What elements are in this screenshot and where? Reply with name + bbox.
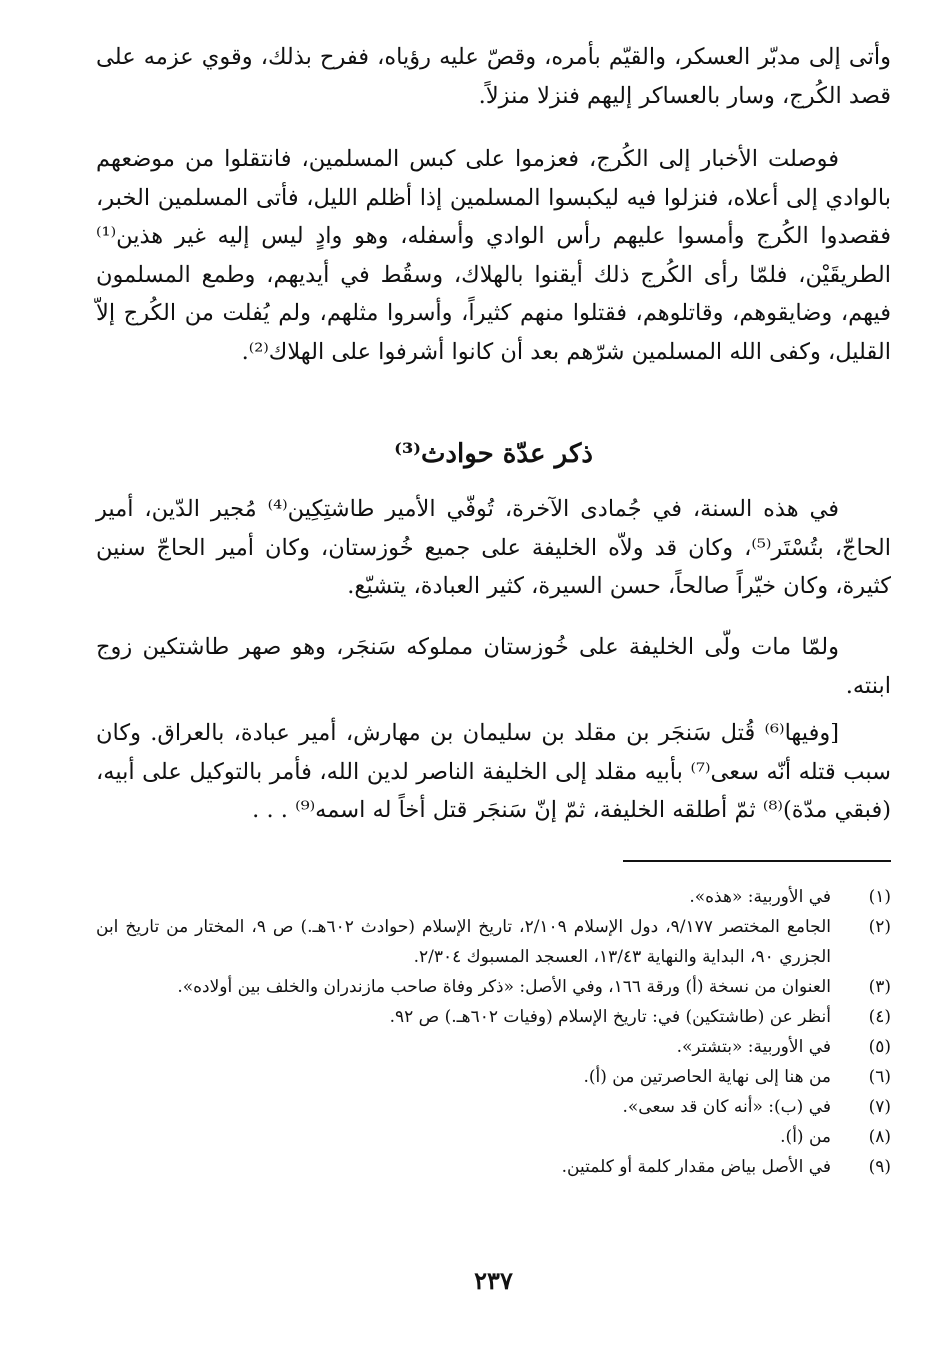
footnote-8 bbox=[96, 1122, 891, 1152]
body-paragraph-1: وأتى إلى مدبّر العسكر، والقيّم بأمره، وقصّ عليه رؤياه، ففرح بذلك، وقوي عزمه على قصد الكُرج، وسار بالعساكر إليهم فنزلا منزلاً. bbox=[96, 44, 891, 109]
body-paragraph-3: في هذه السنة، في جُمادى الآخرة، تُوفّي الأمير طاشتِكِين⁽⁴⁾ مُجير الدّين، أمير الحاجّ، بتُسْتَر⁽⁵⁾، وكان قد ولاّه الخليفة على جميع خُوزستان، وكان أمير الحاجّ سنين كثيرة، وكان خيّراً صالحاً، حسن السيرة، كثير العبادة، يتشيّع. bbox=[96, 496, 891, 599]
footnote-text: في الأوربية: «بتشتر». bbox=[676, 1037, 831, 1057]
footnote-text: في (ب): «أنه كان قد سعى». bbox=[622, 1097, 831, 1117]
footnote-text: أنظر عن (طاشتكين) في: تاريخ الإسلام (وفيات ٦٠٢هـ.) ص ٩٢. bbox=[389, 1007, 831, 1027]
footnote-2 bbox=[96, 912, 891, 972]
footnote-text: في الأصل بياض مقدار كلمة أو كلمتين. bbox=[561, 1157, 831, 1177]
footnote-3 bbox=[96, 972, 891, 1002]
footnote-text: من (أ). bbox=[780, 1127, 831, 1147]
page-number: ٢٣٧ bbox=[474, 1266, 513, 1295]
footnote-1 bbox=[96, 882, 891, 912]
footnote-number: (٨) bbox=[868, 1127, 891, 1147]
footnote-6 bbox=[96, 1062, 891, 1092]
footnote-number: (١) bbox=[868, 887, 891, 907]
footnote-number: (٢) bbox=[868, 917, 891, 937]
book-page bbox=[96, 38, 891, 1338]
footnote-number: (٤) bbox=[868, 1007, 891, 1027]
section-heading: ذكر عدّة حوادث⁽³⁾ bbox=[394, 439, 593, 469]
footnote-text: في الأوربية: «هذه». bbox=[689, 887, 831, 907]
footnote-text: الجامع المختصر ٩/١٧٧، دول الإسلام ٢/١٠٩، تاريخ الإسلام (حوادث ٦٠٢هـ.) ص ٩، المختار من تاريخ ابن الجزري ٩٠، البداية والنهاية ١٣/٤٣، العسجد المسبوك ٢/٣٠٤. bbox=[96, 917, 832, 967]
footnote-number: (٧) bbox=[868, 1097, 891, 1117]
body-paragraph-4: ولمّا مات ولّى الخليفة على خُوزستان مملوكه سَنجَر، وهو صهر طاشتكين زوج ابنته. bbox=[96, 634, 891, 699]
footnote-number: (٩) bbox=[868, 1157, 891, 1177]
footnotes bbox=[96, 882, 891, 1182]
footnote-9 bbox=[96, 1152, 891, 1182]
footnote-number: (٥) bbox=[868, 1037, 891, 1057]
footnote-7 bbox=[96, 1092, 891, 1122]
footnote-text: من هنا إلى نهاية الحاصرتين من (أ). bbox=[583, 1067, 831, 1087]
body-paragraph-5: [وفيها⁽⁶⁾ قُتل سَنجَر بن مقلد بن سليمان بن مهارش، أمير عبادة، بالعراق. وكان سبب قتله أنّه سعى⁽⁷⁾ بأبيه مقلد إلى الخليفة الناصر لدين الله، فأمر بالتوكيل على أبيه، (فبقي مدّة)⁽⁸⁾ ثمّ أطلقه الخليفة، ثمّ إنّ سَنجَر قتل أخاً له اسمه⁽⁹⁾ . . . bbox=[96, 720, 891, 823]
footnote-text: العنوان من نسخة (أ) ورقة ١٦٦، وفي الأصل: «ذكر وفاة صاحب مازندران والخلف بين أولاده». bbox=[177, 977, 831, 997]
footnote-divider bbox=[623, 860, 891, 862]
footnote-5 bbox=[96, 1032, 891, 1062]
footnote-4 bbox=[96, 1002, 891, 1032]
footnote-number: (٣) bbox=[868, 977, 891, 997]
footnote-number: (٦) bbox=[868, 1067, 891, 1087]
body-paragraph-2: فوصلت الأخبار إلى الكُرج، فعزموا على كبس المسلمين، فانتقلوا من موضعهم بالوادي إلى أعلاه، فنزلوا فيه ليكبسوا المسلمين إذا أظلم الليل، فأتى المسلمين الخبر، فقصدوا الكُرج وأمسوا عليهم رأس الوادي وأسفله، وهو وادٍ ليس إليه غير هذين⁽¹⁾ الطريقَيْن، فلمّا رأى الكُرج ذلك أيقنوا بالهلاك، وسقُط في أيديهم، وطمع المسلمون فيهم، وضايقوهم، وقاتلوهم، فقتلوا منهم كثيراً، وأسروا مثلهم، ولم يُفلت من الكُرج إلاّ القليل، وكفى الله المسلمين شرّهم بعد أن كانوا أشرفوا على الهلاك⁽²⁾. bbox=[96, 146, 891, 365]
